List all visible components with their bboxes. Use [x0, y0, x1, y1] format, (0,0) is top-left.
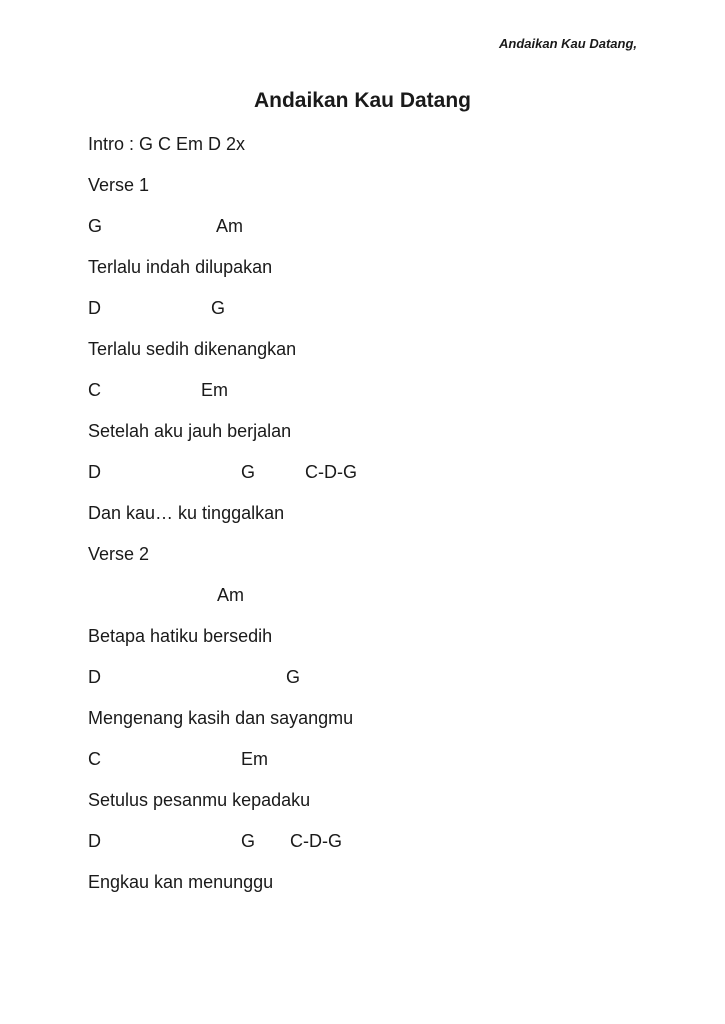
lyric-line: Setelah aku jauh berjalan: [88, 421, 292, 441]
chord-line: Am: [88, 585, 245, 605]
chord-line: C Em: [88, 749, 269, 769]
chord-line: D G C-D-G: [88, 462, 358, 482]
verse2-label: Verse 2: [88, 544, 150, 564]
song-body: [88, 134, 637, 893]
lyric-line: Dan kau… ku tinggalkan: [88, 503, 285, 523]
intro-line: Intro : G C Em D 2x: [88, 134, 246, 154]
lyric-line: Setulus pesanmu kepadaku: [88, 790, 311, 810]
page-header: [88, 36, 637, 52]
chord-line: C Em: [88, 380, 229, 400]
chord-line: D G: [88, 667, 301, 687]
chord-line: D G C-D-G: [88, 831, 343, 851]
lyric-line: Terlalu sedih dikenangkan: [88, 339, 297, 359]
lyric-line: Engkau kan menunggu: [88, 872, 274, 892]
lyric-line: Betapa hatiku bersedih: [88, 626, 273, 646]
running-header-title: Andaikan Kau Datang,: [499, 36, 637, 51]
lyric-line: Mengenang kasih dan sayangmu: [88, 708, 354, 728]
lyric-line: Terlalu indah dilupakan: [88, 257, 273, 277]
chord-line: D G: [88, 298, 226, 318]
verse1-label: Verse 1: [88, 175, 150, 195]
chord-line: G Am: [88, 216, 244, 236]
song-title: Andaikan Kau Datang: [253, 89, 472, 112]
